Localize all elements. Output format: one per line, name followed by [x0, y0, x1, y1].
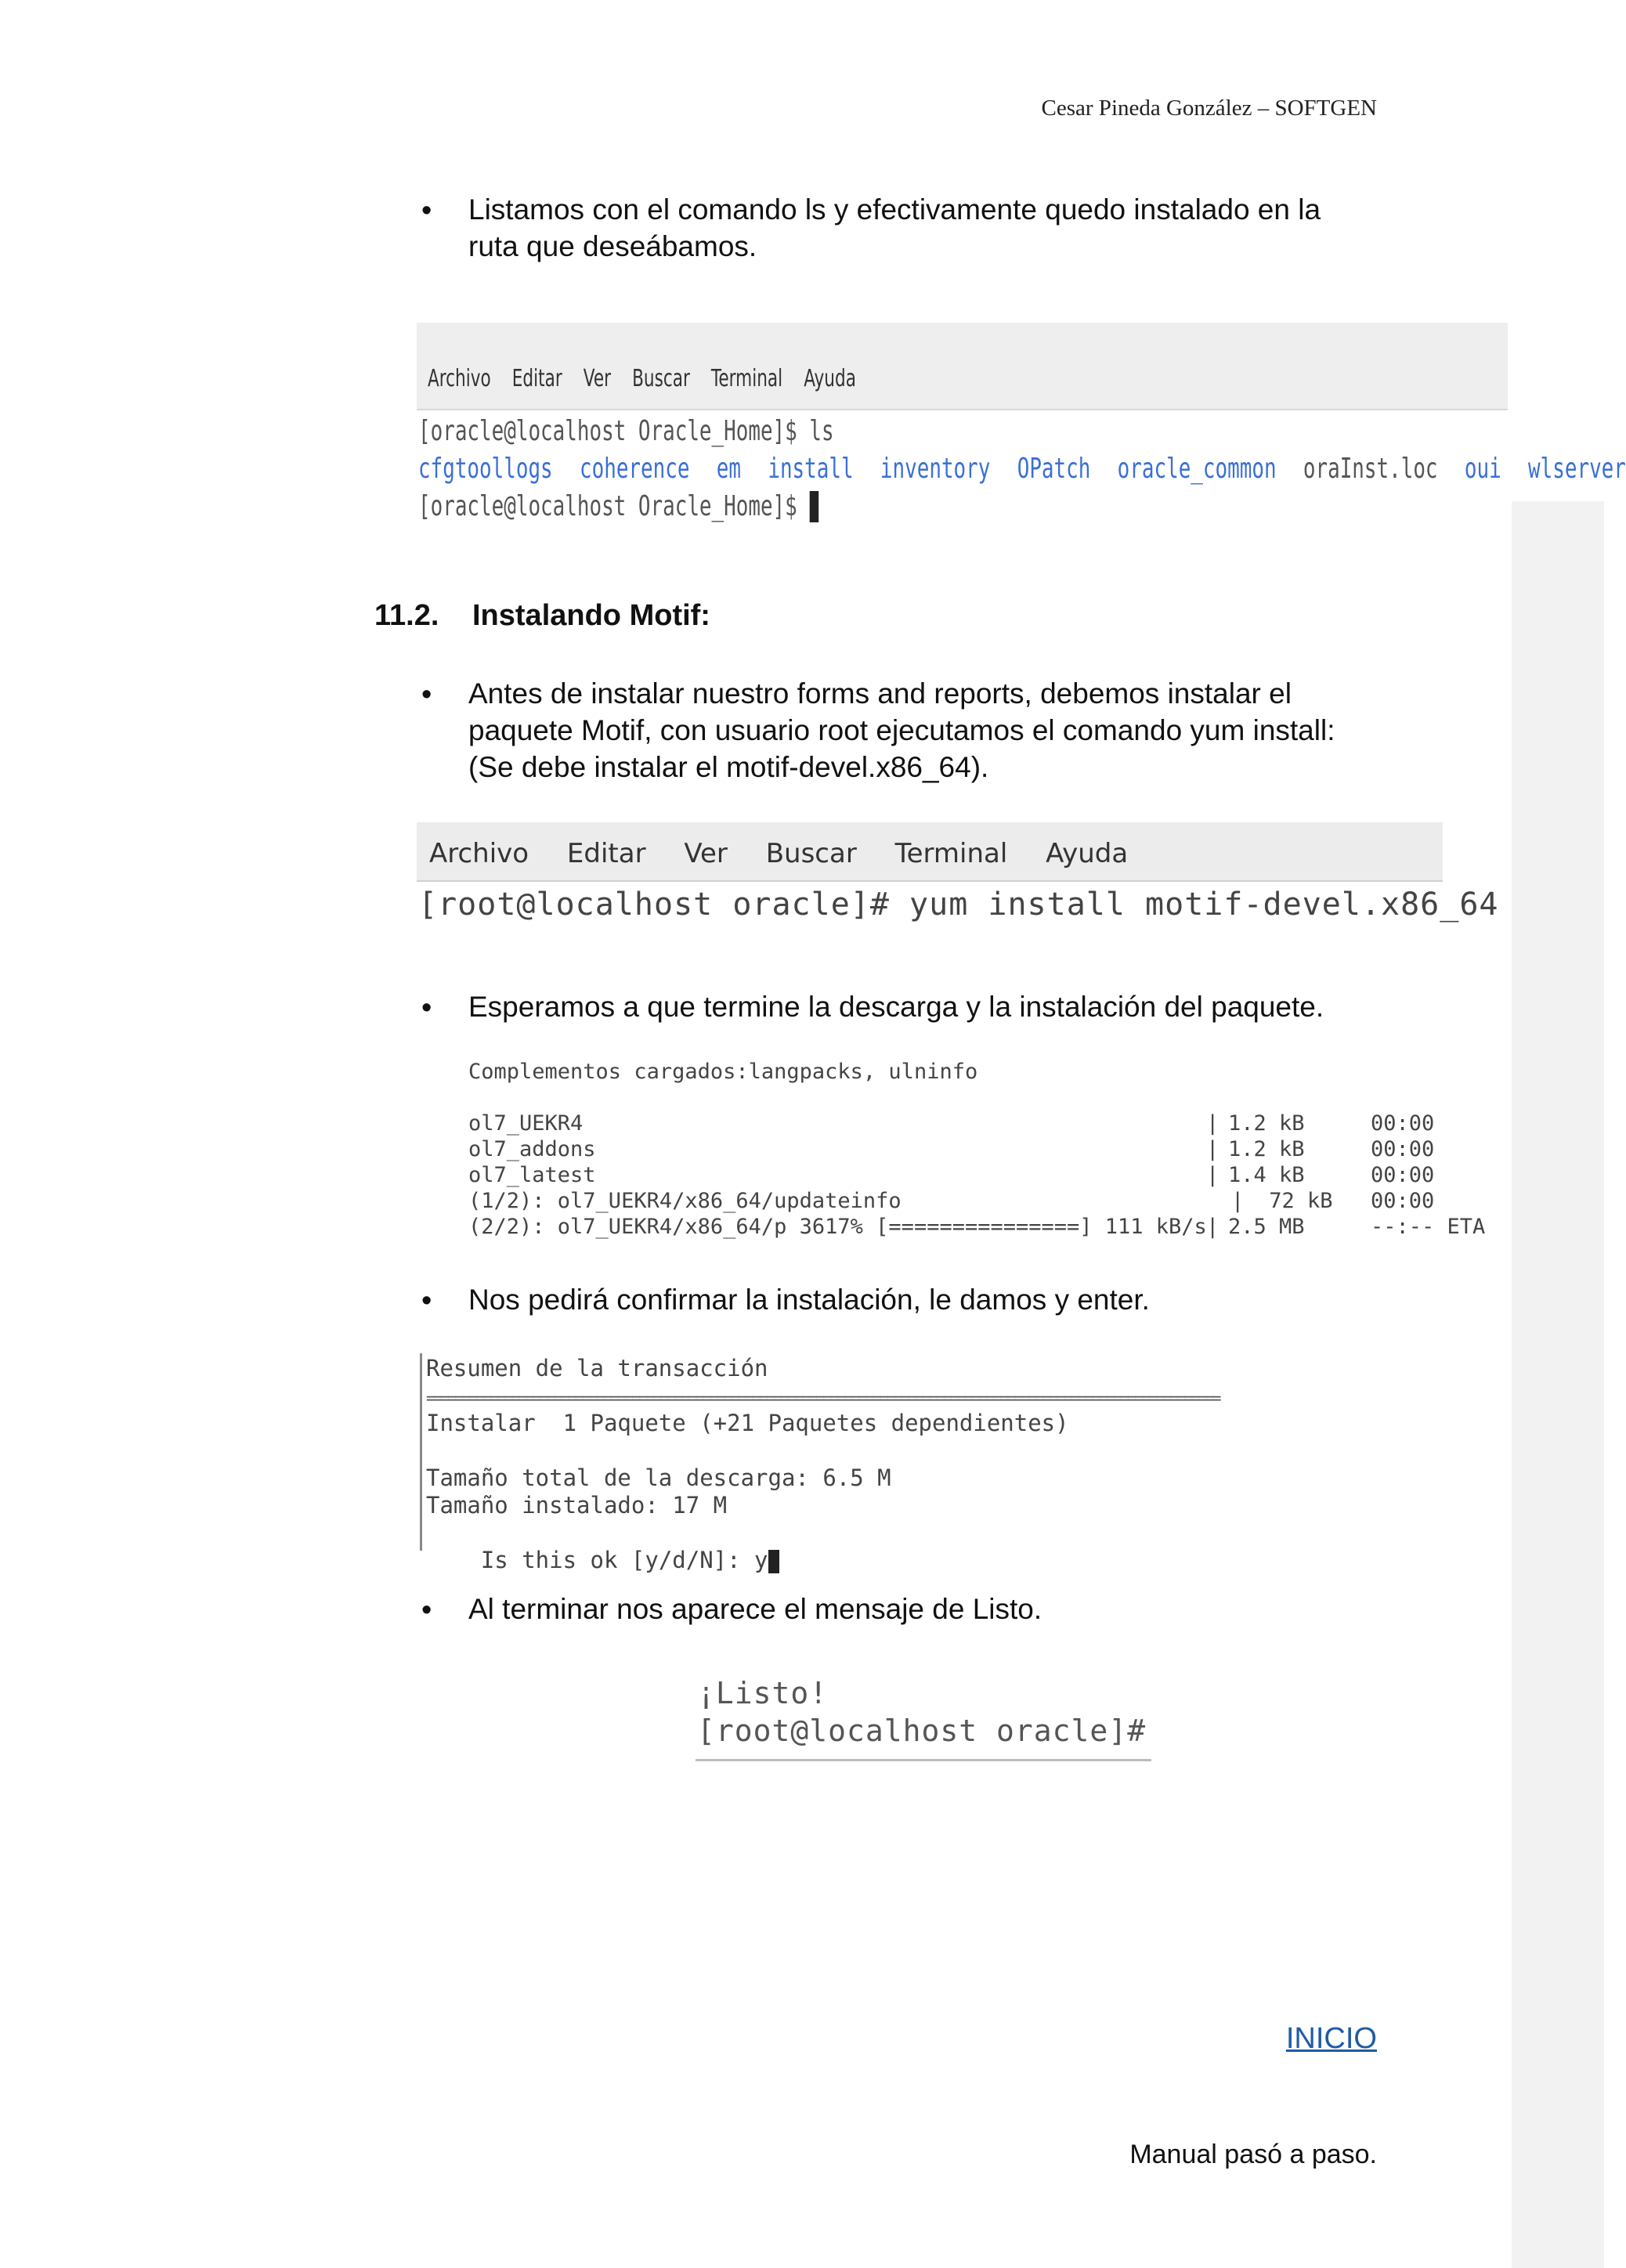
section-number: 11.2. [374, 599, 439, 632]
terminal-screenshot-ls [417, 323, 1626, 522]
terminal-listo [696, 1674, 1151, 1762]
terminal-line: (1/2): ol7_UEKR4/x86_64/updateinfo | 72 kB 00:00 [468, 1189, 1435, 1213]
terminal-command: [root@localhost oracle]# yum install motif-devel.x86_64 [418, 887, 1499, 923]
menu-terminal[interactable]: Terminal [710, 365, 783, 392]
terminal-separator: ================================================================================================================ [426, 1389, 1220, 1407]
terminal-transaction-summary [420, 1353, 1466, 1573]
bullet-text-5: Al terminar nos aparece el mensaje de Listo. [468, 1593, 1042, 1625]
bullet-marker: • [421, 1284, 432, 1317]
terminal-screenshot-yum [417, 822, 1499, 948]
dir-entry: oracle_common [1117, 453, 1277, 485]
terminal-line: Tamaño total de la descarga: 6.5 M [426, 1464, 891, 1491]
terminal-line: Complementos cargados:langpacks, ulninfo [468, 1060, 978, 1084]
dir-entry: install [768, 453, 854, 485]
bullet-text-2: Antes de instalar nuestro forms and reports, debemos instalar el paquete Motif, con usuario root ejecutamos el comando yum install: (Se debe instalar el motif-devel.x86_64). [468, 677, 1335, 783]
terminal-line: Tamaño instalado: 17 M [426, 1492, 728, 1519]
terminal-menubar [417, 822, 1443, 882]
bullet-marker: • [421, 991, 432, 1024]
bullet-text-1: Listamos con el comando ls y efectivamente quedo instalado en la ruta que deseábamos. [468, 193, 1321, 262]
terminal-divider [696, 1759, 1151, 1761]
dir-entry: coherence [579, 453, 690, 485]
menu-archivo[interactable]: Archivo [429, 838, 529, 869]
menu-ver[interactable]: Ver [583, 365, 612, 392]
terminal-cursor [809, 491, 818, 522]
bullet-text-4: Nos pedirá confirmar la instalación, le damos y enter. [468, 1284, 1150, 1316]
menu-editar[interactable]: Editar [566, 838, 646, 869]
dir-entry: OPatch [1017, 453, 1091, 485]
section-heading [374, 599, 710, 633]
page-footer: Manual pasó a paso. [1129, 2140, 1377, 2169]
bullet-marker: • [421, 194, 432, 227]
bullet-text-3: Esperamos a que termine la descarga y la instalación del paquete. [468, 991, 1324, 1023]
terminal-line: ol7_UEKR4 | 1.2 kB 00:00 [468, 1111, 1435, 1136]
terminal-menubar [417, 323, 1508, 410]
page-header: Cesar Pineda González – SOFTGEN [1041, 96, 1377, 121]
terminal-line: [root@localhost oracle]# [697, 1714, 1147, 1748]
section-title: Instalando Motif: [472, 599, 710, 632]
terminal-line: Is this ok [y/d/N]: y [426, 1519, 779, 1602]
menu-editar[interactable]: Editar [511, 365, 562, 392]
dir-entry: inventory [880, 453, 991, 485]
bullet-marker: • [421, 678, 432, 711]
dir-entry: wlserver [1528, 453, 1626, 485]
menu-ver[interactable]: Ver [684, 838, 728, 869]
menu-terminal[interactable]: Terminal [894, 838, 1008, 869]
menu-ayuda[interactable]: Ayuda [804, 365, 856, 392]
terminal-line: ol7_addons | 1.2 kB 00:00 [468, 1137, 1435, 1161]
terminal-line: ol7_latest | 1.4 kB 00:00 [468, 1163, 1435, 1187]
terminal-line: Resumen de la transacción [426, 1355, 768, 1381]
menu-ayuda[interactable]: Ayuda [1046, 838, 1129, 869]
bullet-marker: • [421, 1594, 432, 1627]
terminal-prompt-end: [oracle@localhost Oracle_Home]$ [418, 490, 818, 522]
terminal-prompt-command: [oracle@localhost Oracle_Home]$ ls [418, 415, 834, 447]
terminal-line: (2/2): ol7_UEKR4/x86_64/p 3617% [===============] 111 kB/s | 2.5 MB --:-- ETA [468, 1215, 1486, 1239]
terminal-download-output [468, 1059, 1494, 1239]
terminal-line: ¡Listo! [697, 1676, 829, 1710]
terminal-listing [418, 453, 1626, 485]
inicio-link[interactable]: INICIO [1285, 2022, 1377, 2055]
menu-archivo[interactable]: Archivo [428, 365, 491, 392]
menu-buscar[interactable]: Buscar [765, 838, 857, 869]
dir-entry: cfgtoollogs [418, 453, 553, 485]
page-edge-shading [1512, 501, 1604, 2268]
file-entry: oraInst.loc [1303, 453, 1438, 485]
menu-buscar[interactable]: Buscar [632, 365, 690, 392]
terminal-line: Instalar 1 Paquete (+21 Paquetes dependientes) [426, 1410, 1069, 1436]
dir-entry: em [716, 453, 742, 485]
terminal-border [420, 1353, 422, 1551]
terminal-cursor [768, 1550, 779, 1573]
dir-entry: oui [1464, 453, 1501, 485]
